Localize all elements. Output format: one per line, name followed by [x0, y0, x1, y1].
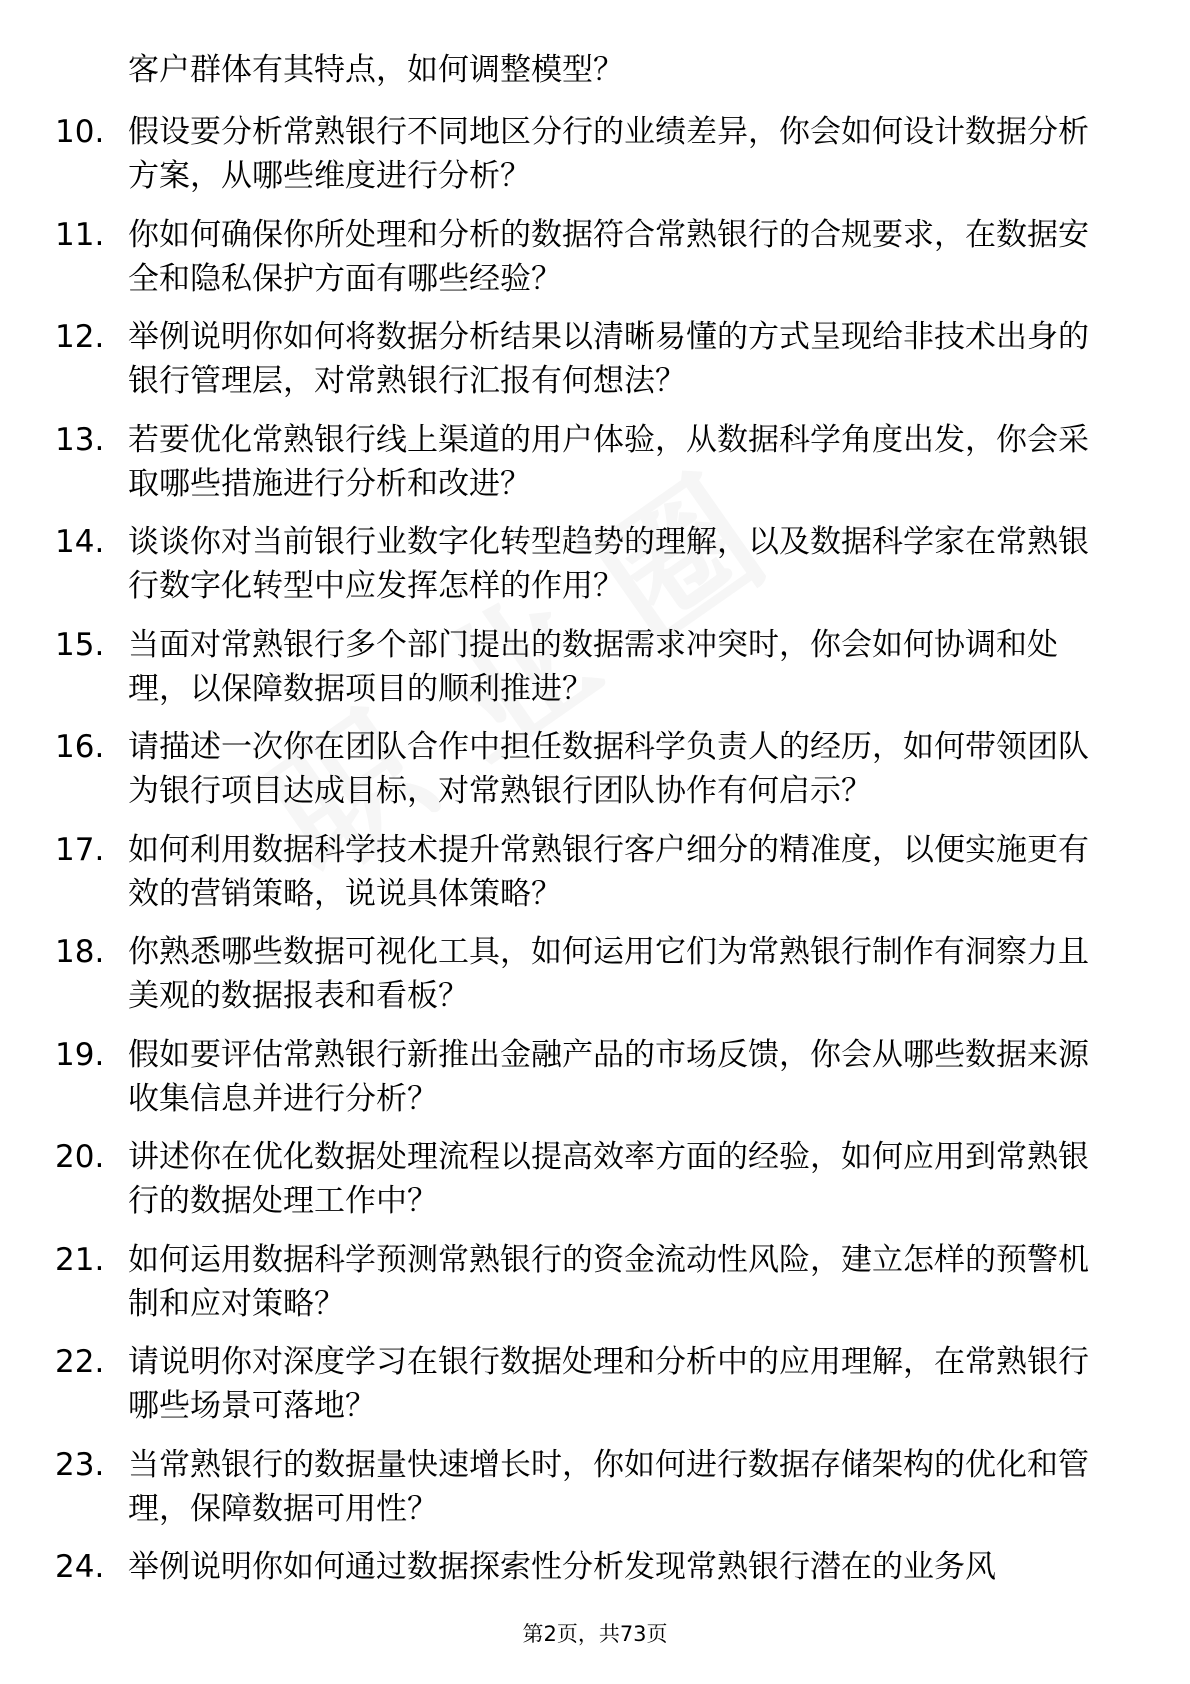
question-item	[0, 1340, 1190, 1443]
question-number: 12.	[55, 319, 105, 355]
question-text: 当面对常熟银行多个部门提出的数据需求冲突时，你会如何协调和处理，以保障数据项目的顺利推进？	[128, 626, 1058, 707]
question-text: 举例说明你如何将数据分析结果以清晰易懂的方式呈现给非技术出身的银行管理层，对常熟银行汇报有何想法？	[128, 319, 1089, 399]
question-number: 15.	[55, 626, 105, 663]
question-text: 如何利用数据科学技术提升常熟银行客户细分的精准度，以便实施更有效的营销策略，说说具体策略？	[128, 831, 1089, 912]
question-number: 20.	[55, 1139, 105, 1175]
question-text: 请描述一次你在团队合作中担任数据科学负责人的经历，如何带领团队为银行项目达成目标，对常熟银行团队协作有何启示？	[128, 729, 1089, 809]
question-item	[0, 315, 1190, 418]
question-text: 若要优化常熟银行线上渠道的用户体验，从数据科学角度出发，你会采取哪些措施进行分析和改进？	[128, 421, 1089, 502]
question-number: 14.	[55, 524, 105, 560]
question-text: 当常熟银行的数据量快速增长时，你如何进行数据存储架构的优化和管理，保障数据可用性？	[128, 1446, 1089, 1527]
question-item	[0, 623, 1190, 726]
question-item	[0, 828, 1190, 931]
page-number-footer: 第2页，共73页	[522, 1622, 668, 1646]
continued-question-text: 客户群体有其特点，如何调整模型？	[128, 52, 624, 88]
question-number: 17.	[55, 831, 105, 868]
question-item	[0, 1443, 1190, 1546]
question-number: 10.	[55, 114, 105, 150]
question-number: 13.	[55, 421, 105, 458]
question-list	[0, 110, 1190, 1648]
question-number: 16.	[55, 729, 105, 765]
question-text: 举例说明你如何通过数据探索性分析发现常熟银行潜在的业务风	[128, 1549, 996, 1585]
question-item	[0, 1238, 1190, 1341]
question-number: 21.	[55, 1241, 105, 1278]
question-number: 19.	[55, 1036, 105, 1073]
question-item	[0, 725, 1190, 828]
question-text: 讲述你在优化数据处理流程以提高效率方面的经验，如何应用到常熟银行的数据处理工作中？	[128, 1139, 1089, 1219]
question-item	[0, 1135, 1190, 1238]
question-number: 23.	[55, 1446, 105, 1483]
question-item	[0, 213, 1190, 316]
question-number: 18.	[55, 934, 105, 970]
question-item	[0, 930, 1190, 1033]
question-text: 谈谈你对当前银行业数字化转型趋势的理解，以及数据科学家在常熟银行数字化转型中应发挥怎样的作用？	[128, 524, 1089, 604]
question-text: 假设要分析常熟银行不同地区分行的业绩差异，你会如何设计数据分析方案，从哪些维度进行分析？	[128, 114, 1089, 194]
question-item	[0, 110, 1190, 213]
question-item	[0, 418, 1190, 521]
question-text: 你如何确保你所处理和分析的数据符合常熟银行的合规要求，在数据安全和隐私保护方面有哪些经验？	[128, 216, 1089, 297]
question-text: 你熟悉哪些数据可视化工具，如何运用它们为常熟银行制作有洞察力且美观的数据报表和看板？	[128, 934, 1089, 1014]
question-item	[0, 1033, 1190, 1136]
question-number: 11.	[55, 216, 105, 253]
question-text: 请说明你对深度学习在银行数据处理和分析中的应用理解，在常熟银行哪些场景可落地？	[128, 1344, 1089, 1424]
question-text: 假如要评估常熟银行新推出金融产品的市场反馈，你会从哪些数据来源收集信息并进行分析？	[128, 1036, 1089, 1117]
question-item	[0, 520, 1190, 623]
question-number: 24.	[55, 1549, 105, 1585]
question-number: 22.	[55, 1344, 105, 1380]
question-text: 如何运用数据科学预测常熟银行的资金流动性风险，建立怎样的预警机制和应对策略？	[128, 1241, 1089, 1322]
